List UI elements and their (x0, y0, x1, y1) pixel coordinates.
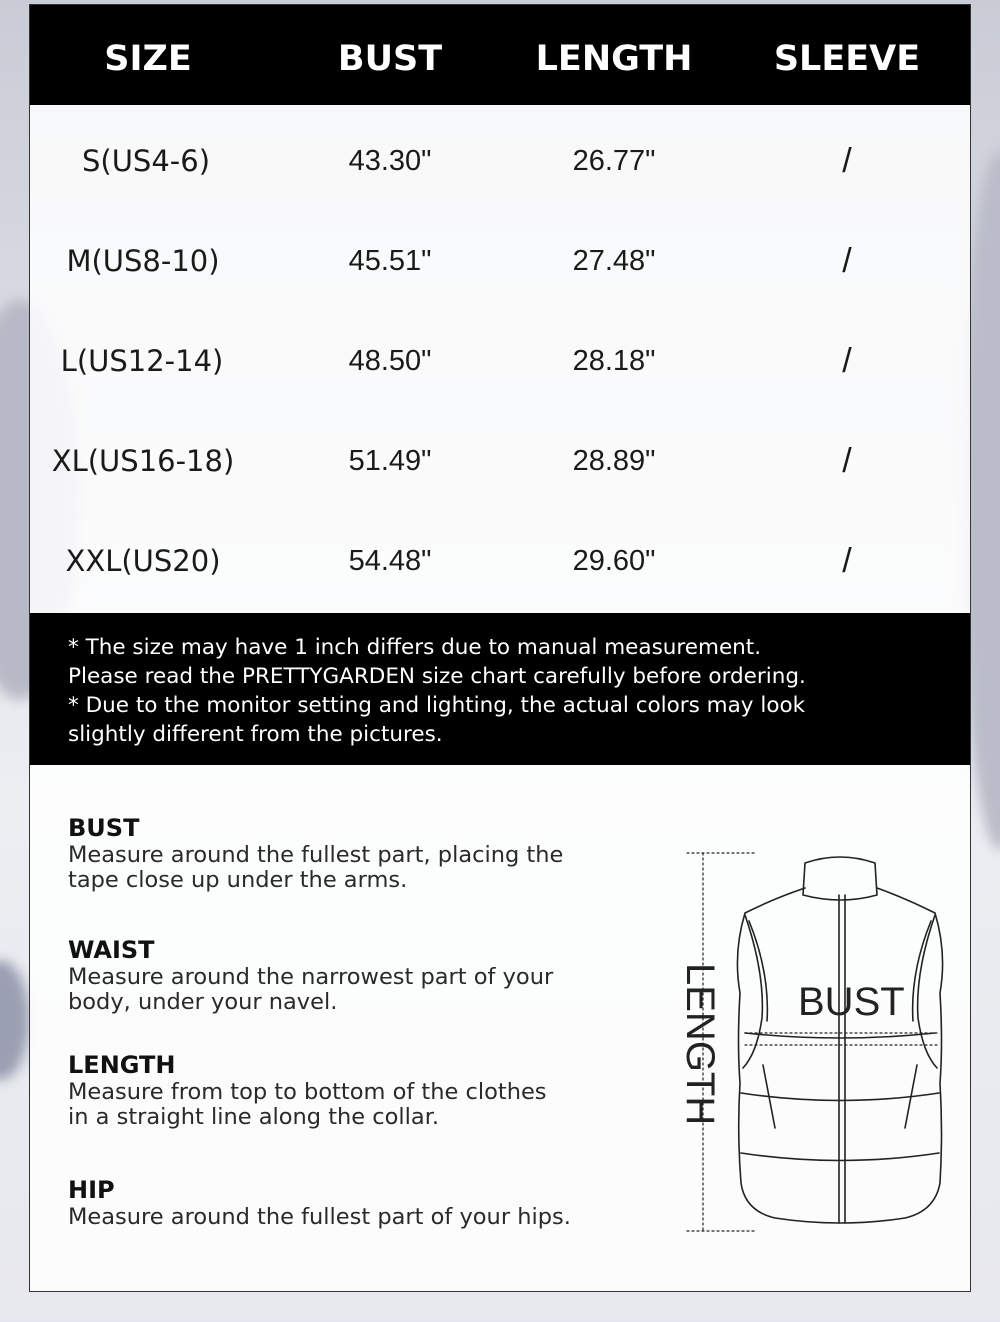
guide-title: BUST (68, 814, 140, 842)
guide-text: in a straight line along the collar. (68, 1104, 440, 1130)
length-cell: 26.77" (572, 145, 656, 177)
size-cell: XL(US16-18) (51, 444, 235, 478)
guide-title: WAIST (68, 936, 155, 964)
guide-title: HIP (68, 1176, 115, 1204)
guide-bust (68, 813, 648, 893)
note-line: Please read the PRETTYGARDEN size chart carefully before ordering. (68, 664, 806, 689)
length-cell: 27.48" (572, 245, 656, 277)
table-row (30, 209, 970, 309)
bust-label: BUST (798, 980, 905, 1024)
column-header-sleeve: SLEEVE (773, 39, 921, 79)
guide-text: Measure around the narrowest part of your (68, 964, 554, 990)
size-notes (30, 613, 970, 765)
column-header-length: LENGTH (535, 39, 693, 79)
size-cell: XXL(US20) (65, 544, 221, 578)
sleeve-cell: / (842, 242, 852, 280)
guide-hip (68, 1175, 648, 1230)
sleeve-cell: / (842, 442, 852, 480)
guide-length (68, 1050, 648, 1130)
bust-cell: 43.30" (348, 145, 432, 177)
size-cell: L(US12-14) (60, 344, 224, 378)
table-row (30, 309, 970, 409)
guide-text: Measure around the fullest part of your hips. (68, 1204, 571, 1230)
note-line: * The size may have 1 inch differs due to manual measurement. (68, 635, 762, 660)
bust-cell: 45.51" (348, 245, 432, 277)
table-row (30, 109, 970, 209)
length-cell: 28.89" (572, 445, 656, 477)
length-label: LENGTH (678, 963, 722, 1126)
guide-waist (68, 935, 648, 1015)
size-chart-card (29, 4, 971, 1292)
column-header-size: SIZE (104, 39, 192, 79)
guide-text: tape close up under the arms. (68, 867, 408, 893)
table-row (30, 509, 970, 609)
puffer-vest-icon (645, 843, 945, 1243)
table-row (30, 409, 970, 509)
column-header-bust: BUST (337, 39, 443, 79)
bust-cell: 51.49" (348, 445, 432, 477)
note-line: * Due to the monitor setting and lighting, the actual colors may look (68, 693, 806, 718)
sleeve-cell: / (842, 142, 852, 180)
sleeve-cell: / (842, 542, 852, 580)
length-cell: 28.18" (572, 345, 656, 377)
guide-text: Measure from top to bottom of the clothes (68, 1079, 547, 1105)
size-cell: S(US4-6) (81, 144, 211, 178)
size-cell: M(US8-10) (66, 244, 220, 278)
guide-text: body, under your navel. (68, 989, 338, 1015)
background-blur (0, 960, 30, 1080)
sleeve-cell: / (842, 342, 852, 380)
bust-cell: 48.50" (348, 345, 432, 377)
note-line: slightly different from the pictures. (68, 722, 443, 747)
table-header (30, 5, 970, 105)
bust-cell: 54.48" (348, 545, 432, 577)
guide-text: Measure around the fullest part, placing the (68, 842, 564, 868)
guide-title: LENGTH (68, 1051, 176, 1079)
length-cell: 29.60" (572, 545, 656, 577)
